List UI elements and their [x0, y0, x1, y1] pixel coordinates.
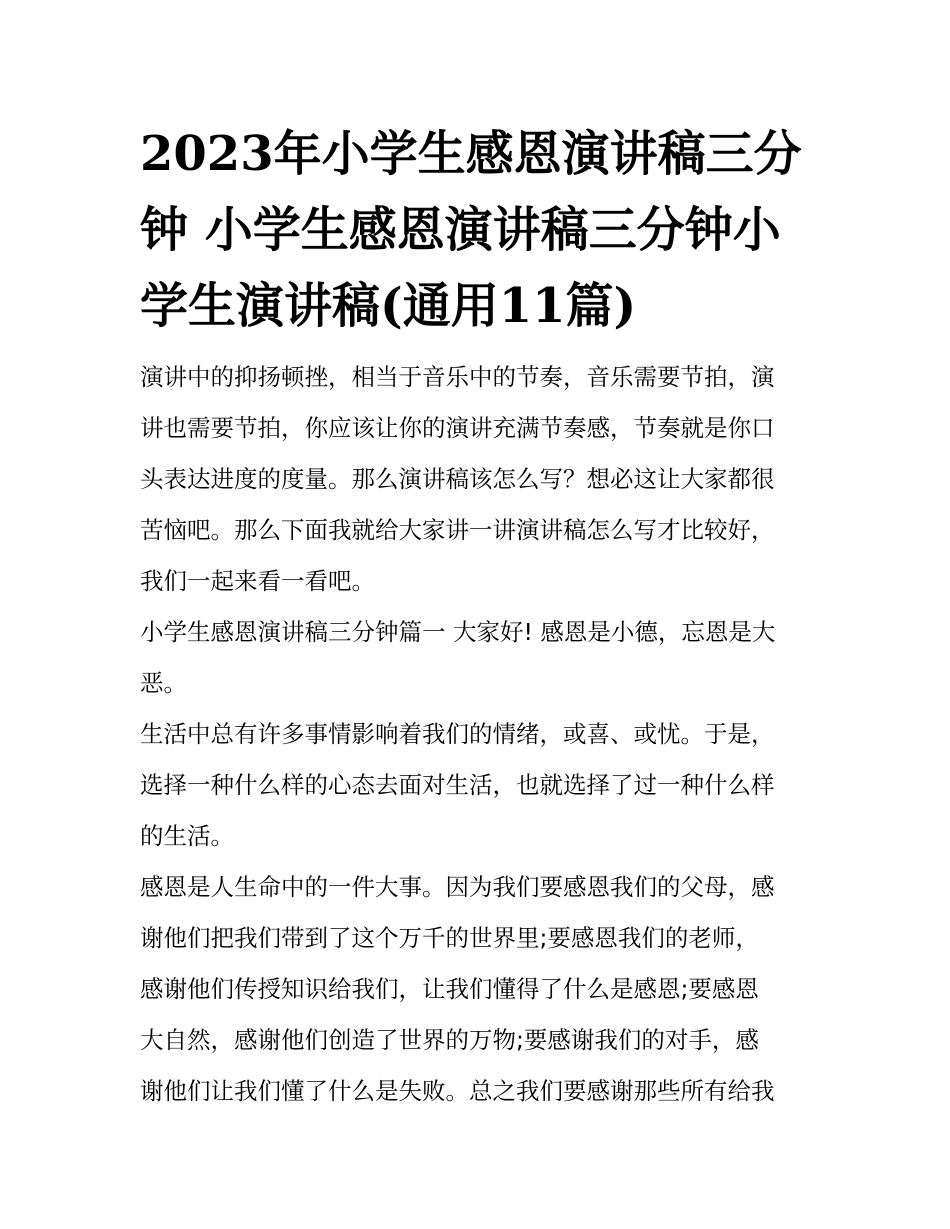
body-line: 大自然，感谢他们创造了世界的万物;要感谢我们的对手，感: [140, 1026, 759, 1054]
body-line: 的生活。: [140, 822, 234, 850]
body-line: 小学生感恩演讲稿三分钟篇一 大家好! 感恩是小德，忘恩是大: [140, 618, 776, 646]
body-line: 感谢他们传授知识给我们，让我们懂得了什么是感恩;要感恩: [140, 975, 759, 1003]
body-line: 头表达进度的度量。那么演讲稿该怎么写？想必这让大家都很: [140, 465, 775, 493]
title-line: 钟 小学生感恩演讲稿三分钟小: [140, 202, 781, 258]
title-line: 2023年小学生感恩演讲稿三分: [140, 126, 802, 182]
body-line: 恶。: [140, 669, 187, 697]
body-line: 讲也需要节拍，你应该让你的演讲充满节奏感，节奏就是你口: [140, 414, 775, 442]
body-line: 苦恼吧。那么下面我就给大家讲一讲演讲稿怎么写才比较好，: [140, 516, 775, 544]
body-line: 我们一起来看一看吧。: [140, 567, 375, 595]
title-line: 学生演讲稿(通用11篇): [140, 278, 637, 334]
body-line: 演讲中的抑扬顿挫，相当于音乐中的节奏，音乐需要节拍，演: [140, 363, 775, 391]
body-line: 选择一种什么样的心态去面对生活，也就选择了过一种什么样: [140, 771, 775, 799]
body-line: 谢他们让我们懂了什么是失败。总之我们要感谢那些所有给我: [140, 1077, 775, 1105]
body-line: 生活中总有许多事情影响着我们的情绪，或喜、或忧。于是，: [140, 720, 775, 748]
document-title: [140, 116, 820, 344]
body-line: 感恩是人生命中的一件大事。因为我们要感恩我们的父母，感: [140, 873, 775, 901]
body-line: 谢他们把我们带到了这个万千的世界里;要感恩我们的老师，: [140, 924, 759, 952]
document-body: [140, 352, 820, 1117]
